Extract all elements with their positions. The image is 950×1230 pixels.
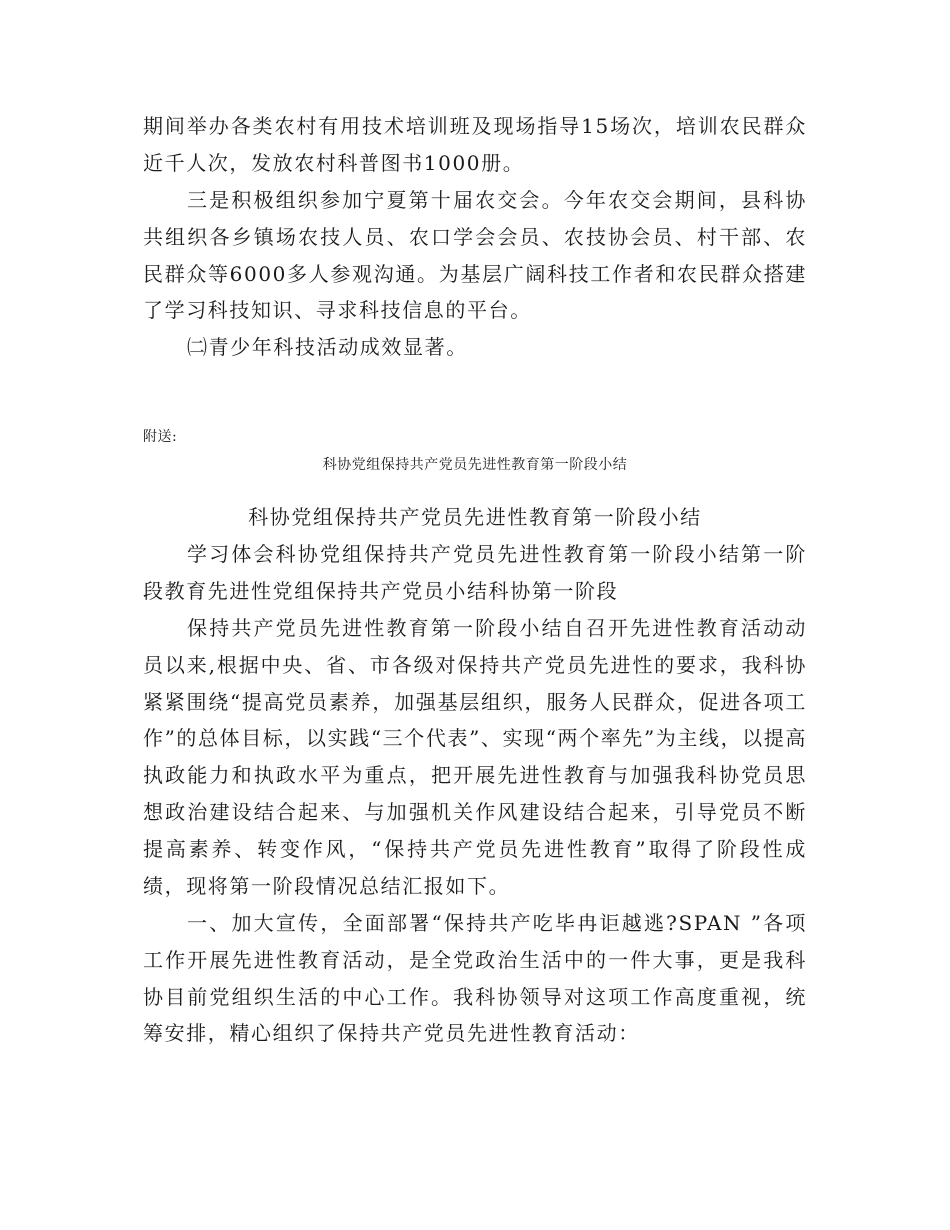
paragraph-summary: 保持共产党员先进性教育第一阶段小结自召开先进性教育活动动员以来,根据中央、省、市各级对保持共产党员先进性的要求，我科协紧紧围绕“提高党员素养，加强基层组织，服务人民群众，促进各项工作”的总体目标，以实践“三个代表”、实现“两个率先”为主线，以提高执政能力和执政水平为重点，把开展先进性教育与加强我科协党员思想政治建设结合起来、与加强机关作风建设结合起来，引导党员不断提高素养、转变作风，“保持共产党员先进性教育”取得了阶段性成绩，现将第一阶段情况总结汇报如下。 [143, 616, 807, 898]
paragraph-youth-heading: ㈡青少年科技活动成效显著。 [187, 335, 468, 359]
paragraph-keywords: 学习体会科协党组保持共产党员先进性教育第一阶段小结第一阶段教育先进性党组保持共产党员小结科协第一阶段 [143, 542, 807, 603]
paragraph-publicity: 一、加大宣传，全面部署“保持共产吃毕冉讵越逃?SPAN ”各项工作开展先进性教育活动，是全党政治生活中的一件大事，更是我科协目前党组织生活的中心工作。我科协领导对这项工作高度重视，统筹安排，精心组织了保持共产党员先进性教育活动： [143, 911, 807, 1046]
attachment-label: 附送: [143, 429, 178, 445]
paragraph-agri-fair: 三是积极组织参加宁夏第十届农交会。今年农交会期间，县科协共组织各乡镇场农技人员、农口学会会员、农技协会员、村干部、农民群众等6000多人参观沟通。为基层广阔科技工作者和农民群众搭建了学习科技知识、寻求科技信息的平台。 [143, 188, 807, 323]
document-title: 科协党组保持共产党员先进性教育第一阶段小结 [248, 505, 702, 529]
paragraph-training: 期间举办各类农村有用技术培训班及现场指导15场次，培训农民群众近千人次，发放农村科普图书1000册。 [143, 114, 807, 175]
attachment-title: 科协党组保持共产党员先进性教育第一阶段小结 [322, 457, 628, 473]
